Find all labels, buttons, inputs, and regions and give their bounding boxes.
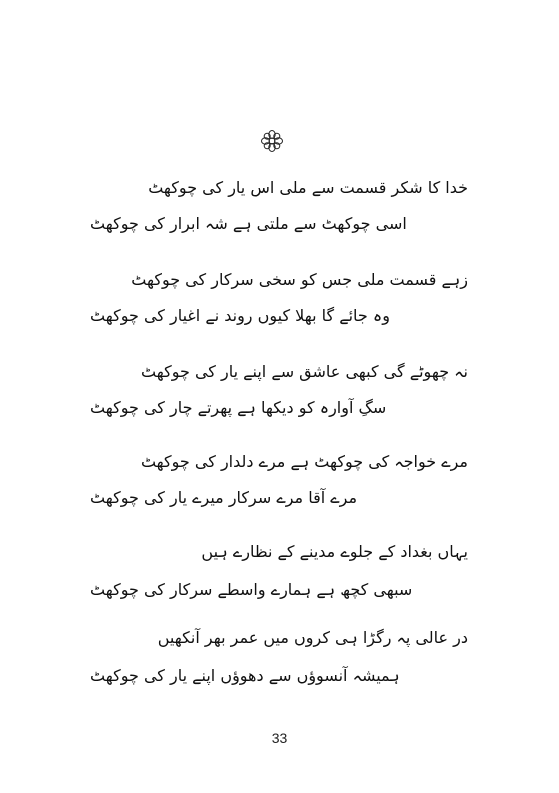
stanza [90, 626, 468, 690]
stanza [90, 450, 468, 514]
verse-line: در عالی پہ رگڑا ہی کروں میں عمر بھر آنکھیں [157, 628, 468, 647]
stanza [90, 360, 468, 424]
stanza [90, 176, 468, 240]
verse-line: وہ جائے گا بھلا کیوں روند نے اغیار کی چوکھٹ [90, 306, 390, 325]
verse-line: سگِ آوارہ کو دیکھا ہے پھرتے چار کی چوکھٹ [90, 398, 387, 417]
verse-line: خدا کا شکر قسمت سے ملی اس یار کی چوکھٹ [148, 178, 468, 197]
page-number: 33 [271, 730, 288, 746]
verse-line: زہے قسمت ملی جس کو سخی سرکار کی چوکھٹ [131, 270, 468, 289]
verse-line: نہ چھوٹے گی کبھی عاشق سے اپنے یار کی چوکھٹ [141, 362, 468, 381]
verse-line: مرے آقا مرے سرکار میرے یار کی چوکھٹ [90, 488, 358, 507]
verse-line: سبھی کچھ ہے ہمارے واسطے سرکار کی چوکھٹ [90, 580, 413, 599]
verse-line: مرے خواجہ کی چوکھٹ ہے مرے دلدار کی چوکھٹ [140, 452, 468, 471]
stanza [90, 540, 468, 604]
verse-line: اسی چوکھٹ سے ملتی ہے شہ ابرار کی چوکھٹ [90, 214, 407, 233]
flower-ornament-icon [259, 128, 285, 154]
verse-line: ہمیشہ آنسوؤں سے دھوؤں اپنے یار کی چوکھٹ [90, 666, 400, 685]
verse-line: یہاں بغداد کے جلوے مدینے کے نظارے ہیں [201, 542, 468, 561]
stanza [90, 268, 468, 332]
